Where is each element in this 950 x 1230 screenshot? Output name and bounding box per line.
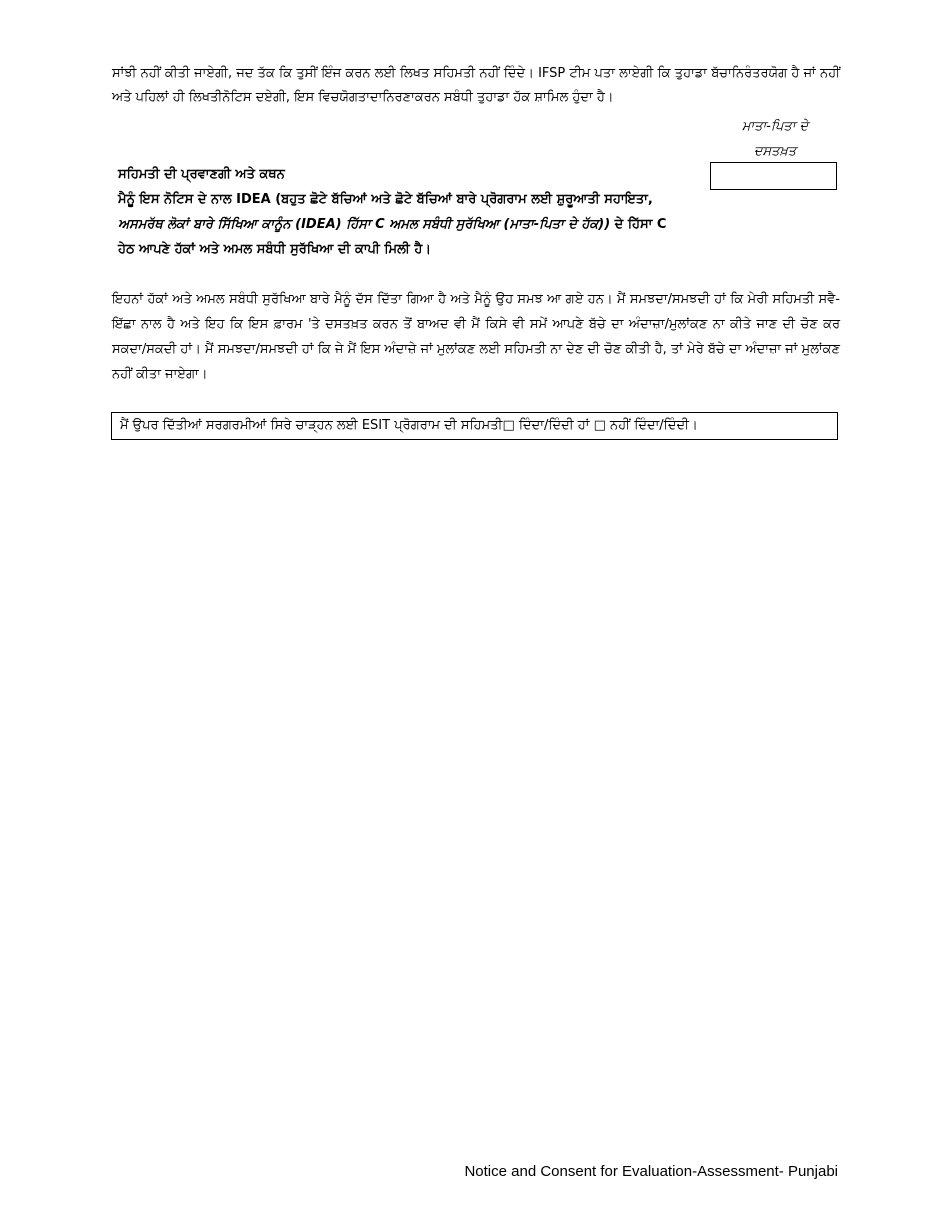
consent-choice-box xyxy=(111,412,838,440)
parent-signature-field[interactable] xyxy=(710,162,837,190)
give-consent-label: ਦਿੰਦਾ/ਦਿੰਦੀ ਹਾਂ xyxy=(514,418,594,433)
parent-signature-label xyxy=(720,114,830,164)
give-consent-checkbox[interactable]: □ xyxy=(502,418,515,433)
acknowledgement-italic-title: ਅਸਮਰੱਥ ਲੋਕਾਂ ਬਾਰੇ ਸਿੱਖਿਆ ਕਾਨੂੰਨ (IDEA) ਹਿੱਸਾ C ਅਮਲ ਸਬੰਧੀ ਸੁਰੱਖਿਆ (ਮਾਤਾ-ਪਿਤਾ ਦੇ ਹੱਕ)) xyxy=(118,217,611,232)
decline-consent-label: ਨਹੀਂ ਦਿੰਦਾ/ਦਿੰਦੀ। xyxy=(605,418,698,433)
acknowledgement-line-2-rest: ਦੇ ਹਿੱਸਾ C xyxy=(610,217,667,232)
signature-label-line2: ਦਸਤਖ਼ਤ xyxy=(753,144,797,159)
consent-statement: ਮੈਂ ਉਪਰ ਦਿੱਤੀਆਂ ਸਰਗਰਮੀਆਂ ਸਿਰੇ ਚਾੜ੍ਹਨ ਲਈ ESIT ਪ੍ਰੋਗਰਾਮ ਦੀ ਸਹਿਮਤੀ xyxy=(120,418,503,433)
page-footer: Notice and Consent for Evaluation-Assessment- Punjabi xyxy=(464,1163,838,1180)
signature-label-line1: ਮਾਤਾ-ਪਿਤਾ ਦੇ xyxy=(741,119,809,134)
intro-paragraph: ਸਾਂਝੀ ਨਹੀਂ ਕੀਤੀ ਜਾਏਗੀ, ਜਦ ਤੱਕ ਕਿ ਤੁਸੀਂ ਇੰਜ ਕਰਨ ਲਈ ਲਿਖਤ ਸਹਿਮਤੀ ਨਹੀਂ ਦਿੰਦੇ। IFSP ਟੀਮ ਪਤਾ ਲਾਏਗੀ ਕਿ ਤੁਹਾਡਾ ਬੱਚਾਨਿਰੰਤਰਯੋਗ ਹੈ ਜਾਂ ਨਹੀਂ ਅਤੇ ਪਹਿਲਾਂ ਹੀ ਲਿਖਤੀਨੋਟਿਸ ਦਏਗੀ, ਇਸ ਵਿਚਯੋਗਤਾਦਾਨਿਰਣਾਕਰਨ ਸਬੰਧੀ ਤੁਹਾਡਾ ਹੱਕ ਸ਼ਾਮਿਲ ਹੁੰਦਾ ਹੈ। xyxy=(112,66,840,105)
consent-acknowledgement xyxy=(118,162,708,262)
rights-info-paragraph: ਇਹਨਾਂ ਹੱਕਾਂ ਅਤੇ ਅਮਲ ਸਬੰਧੀ ਸੁਰੱਖਿਆ ਬਾਰੇ ਮੈਨੂੰ ਦੱਸ ਦਿੱਤਾ ਗਿਆ ਹੈ ਅਤੇ ਮੈਨੂੰ ਉਹ ਸਮਝ ਆ ਗਏ ਹਨ। ਮੈਂ ਸਮਝਦਾ/ਸਮਝਦੀ ਹਾਂ ਕਿ ਮੇਰੀ ਸਹਿਮਤੀ ਸਵੈ-ਇੱਛਾ ਨਾਲ ਹੈ ਅਤੇ ਇਹ ਕਿ ਇਸ ਫ਼ਾਰਮ 'ਤੇ ਦਸਤਖ਼ਤ ਕਰਨ ਤੋਂ ਬਾਅਦ ਵੀ ਮੈਂ ਕਿਸੇ ਵੀ ਸਮੇਂ ਆਪਣੇ ਬੱਚੇ ਦਾ ਅੰਦਾਜ਼ਾ/ਮੁਲਾਂਕਣ ਨਾ ਕੀਤੇ ਜਾਣ ਦੀ ਚੋਣ ਕਰ ਸਕਦਾ/ਸਕਦੀ ਹਾਂ। ਮੈਂ ਸਮਝਦਾ/ਸਮਝਦੀ ਹਾਂ ਕਿ ਜੇ ਮੈਂ ਇਸ ਅੰਦਾਜ਼ੇ ਜਾਂ ਮੁਲਾਂਕਣ ਲਈ ਸਹਿਮਤੀ ਨਾ ਦੇਣ ਦੀ ਚੋਣ ਕੀਤੀ ਹੈ, ਤਾਂ ਮੇਰੇ ਬੱਚੇ ਦਾ ਅੰਦਾਜ਼ਾ ਜਾਂ ਮੁਲਾਂਕਣ ਨਹੀਂ ਕੀਤਾ ਜਾਏਗਾ। xyxy=(112,292,840,382)
acknowledgement-heading: ਸਹਿਮਤੀ ਦੀ ਪ੍ਰਵਾਣਗੀ ਅਤੇ ਕਥਨ xyxy=(118,167,285,182)
decline-consent-checkbox[interactable]: □ xyxy=(593,418,606,433)
acknowledgement-line-3: ਹੇਠ ਆਪਣੇ ਹੱਕਾਂ ਅਤੇ ਅਮਲ ਸਬੰਧੀ ਸੁਰੱਖਿਆ ਦੀ ਕਾਪੀ ਮਿਲੀ ਹੈ। xyxy=(118,242,432,257)
acknowledgement-line-2 xyxy=(118,212,708,237)
acknowledgement-line-1: ਮੈਨੂੰ ਇਸ ਨੋਟਿਸ ਦੇ ਨਾਲ IDEA (ਬਹੁਤ ਛੋਟੇ ਬੱਚਿਆਂ ਅਤੇ ਛੋਟੇ ਬੱਚਿਆਂ ਬਾਰੇ ਪ੍ਰੋਗਰਾਮ ਲਈ ਸ਼ੁਰੂਆਤੀ ਸਹਾਇਤਾ, xyxy=(118,192,653,207)
